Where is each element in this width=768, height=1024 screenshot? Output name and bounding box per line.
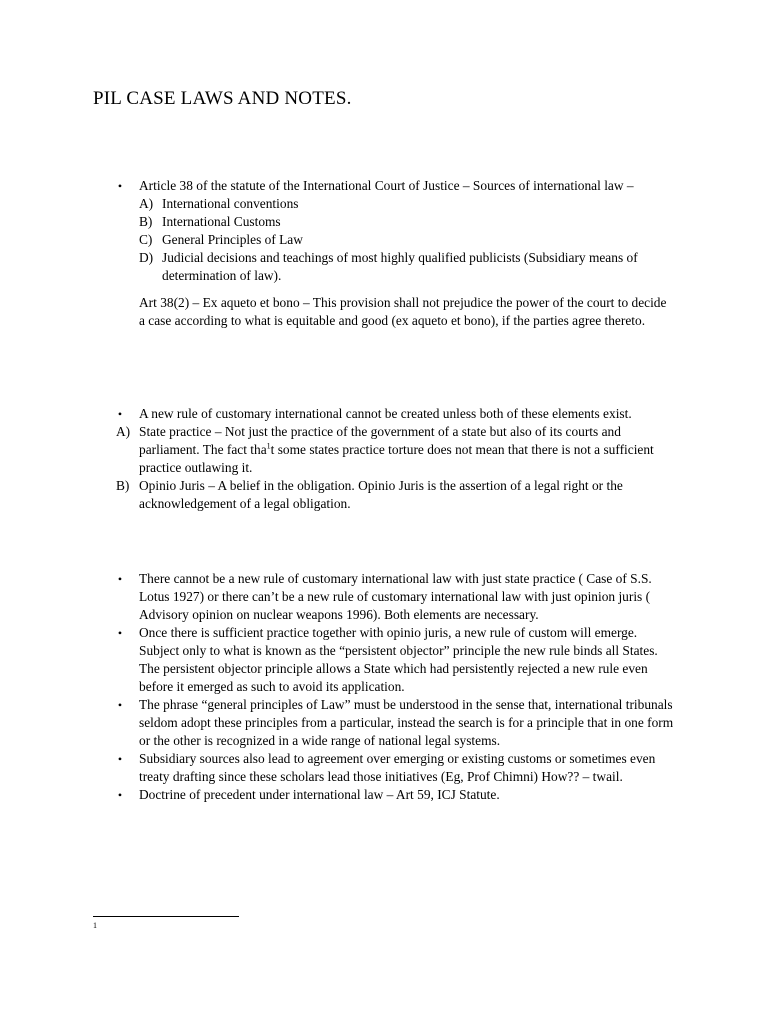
- list-item: [0, 177, 675, 195]
- footnote-separator: [93, 916, 239, 917]
- list-item: [0, 624, 675, 696]
- page-title: PIL CASE LAWS AND NOTES.: [93, 88, 352, 109]
- item-text: State practice – Not just the practice of the government of a state but also of its courts and parliament. The fact tha: [139, 424, 621, 457]
- section-custom-elements: [0, 405, 768, 513]
- bullet-icon: •: [117, 407, 123, 421]
- paragraph-art-38-2: Art 38(2) – Ex aqueto et bono – This provision shall not prejudice the power of the court to decide a case according to what is equitable and good (ex aqueto et bono), if the parties agree thereto.: [139, 295, 667, 328]
- bullet-icon: •: [117, 572, 123, 586]
- list-item: [0, 696, 675, 750]
- list-item: [0, 423, 675, 477]
- item-text: General Principles of Law: [162, 232, 303, 247]
- bullet-icon: •: [117, 698, 123, 712]
- bullet-text: A new rule of customary international cannot be created unless both of these elements exist.: [139, 406, 632, 421]
- item-marker: C): [139, 232, 153, 247]
- list-item: [0, 786, 675, 804]
- section-sources: [0, 177, 768, 330]
- item-marker: B): [116, 478, 130, 493]
- list-item: [0, 195, 675, 213]
- section-notes: [0, 570, 768, 804]
- bullet-icon: •: [117, 626, 123, 640]
- bullet-text: Once there is sufficient practice together with opinio juris, a new rule of custom will emerge. Subject only to what is known as the “persistent objector” principle the new rule binds all States. The persistent objector principle allows a State which had persistently rejected a new rule even before it emerged as such to avoid its application.: [139, 625, 658, 694]
- item-marker: B): [139, 214, 153, 229]
- item-text: Judicial decisions and teachings of most highly qualified publicists (Subsidiary means of determination of law).: [162, 250, 638, 283]
- footnote-reference[interactable]: 1: [266, 441, 271, 451]
- bullet-text: Subsidiary sources also lead to agreement over emerging or existing customs or sometimes even treaty drafting since these scholars lead those initiatives (Eg, Prof Chimni) How?? – twail.: [139, 751, 656, 784]
- bullet-icon: •: [117, 788, 123, 802]
- footnote-number: 1: [93, 921, 97, 930]
- item-text: International conventions: [162, 196, 299, 211]
- list-item: [0, 249, 675, 285]
- bullet-text: There cannot be a new rule of customary international law with just state practice ( Case of S.S. Lotus 1927) or there can’t be a new rule of customary international law with just opinion juris ( Advisory opinion on nuclear weapons 1996). Both elements are necessary.: [139, 571, 652, 622]
- list-item: [0, 570, 675, 624]
- item-marker: A): [116, 424, 131, 439]
- list-item: [0, 405, 675, 423]
- bullet-text: Doctrine of precedent under international law – Art 59, ICJ Statute.: [139, 787, 500, 802]
- item-marker: D): [139, 250, 154, 265]
- bullet-text: Article 38 of the statute of the International Court of Justice – Sources of international law –: [139, 178, 634, 193]
- item-text: Opinio Juris – A belief in the obligation. Opinio Juris is the assertion of a legal right or the acknowledgement of a legal obligation.: [139, 478, 623, 511]
- bullet-text: The phrase “general principles of Law” must be understood in the sense that, international tribunals seldom adopt these principles from a particular, instead the search is for a principle that in one form or the other is recognized in a wide range of national legal systems.: [139, 697, 674, 748]
- item-text: t some states practice torture does not mean that there is not a sufficient practice outlawing it.: [139, 442, 654, 475]
- bullet-icon: •: [117, 179, 123, 193]
- list-item: [0, 231, 675, 249]
- item-marker: A): [139, 196, 154, 211]
- list-item: [0, 477, 675, 513]
- bullet-icon: •: [117, 752, 123, 766]
- list-item: [0, 213, 675, 231]
- list-item: [0, 750, 675, 786]
- item-text: International Customs: [162, 214, 281, 229]
